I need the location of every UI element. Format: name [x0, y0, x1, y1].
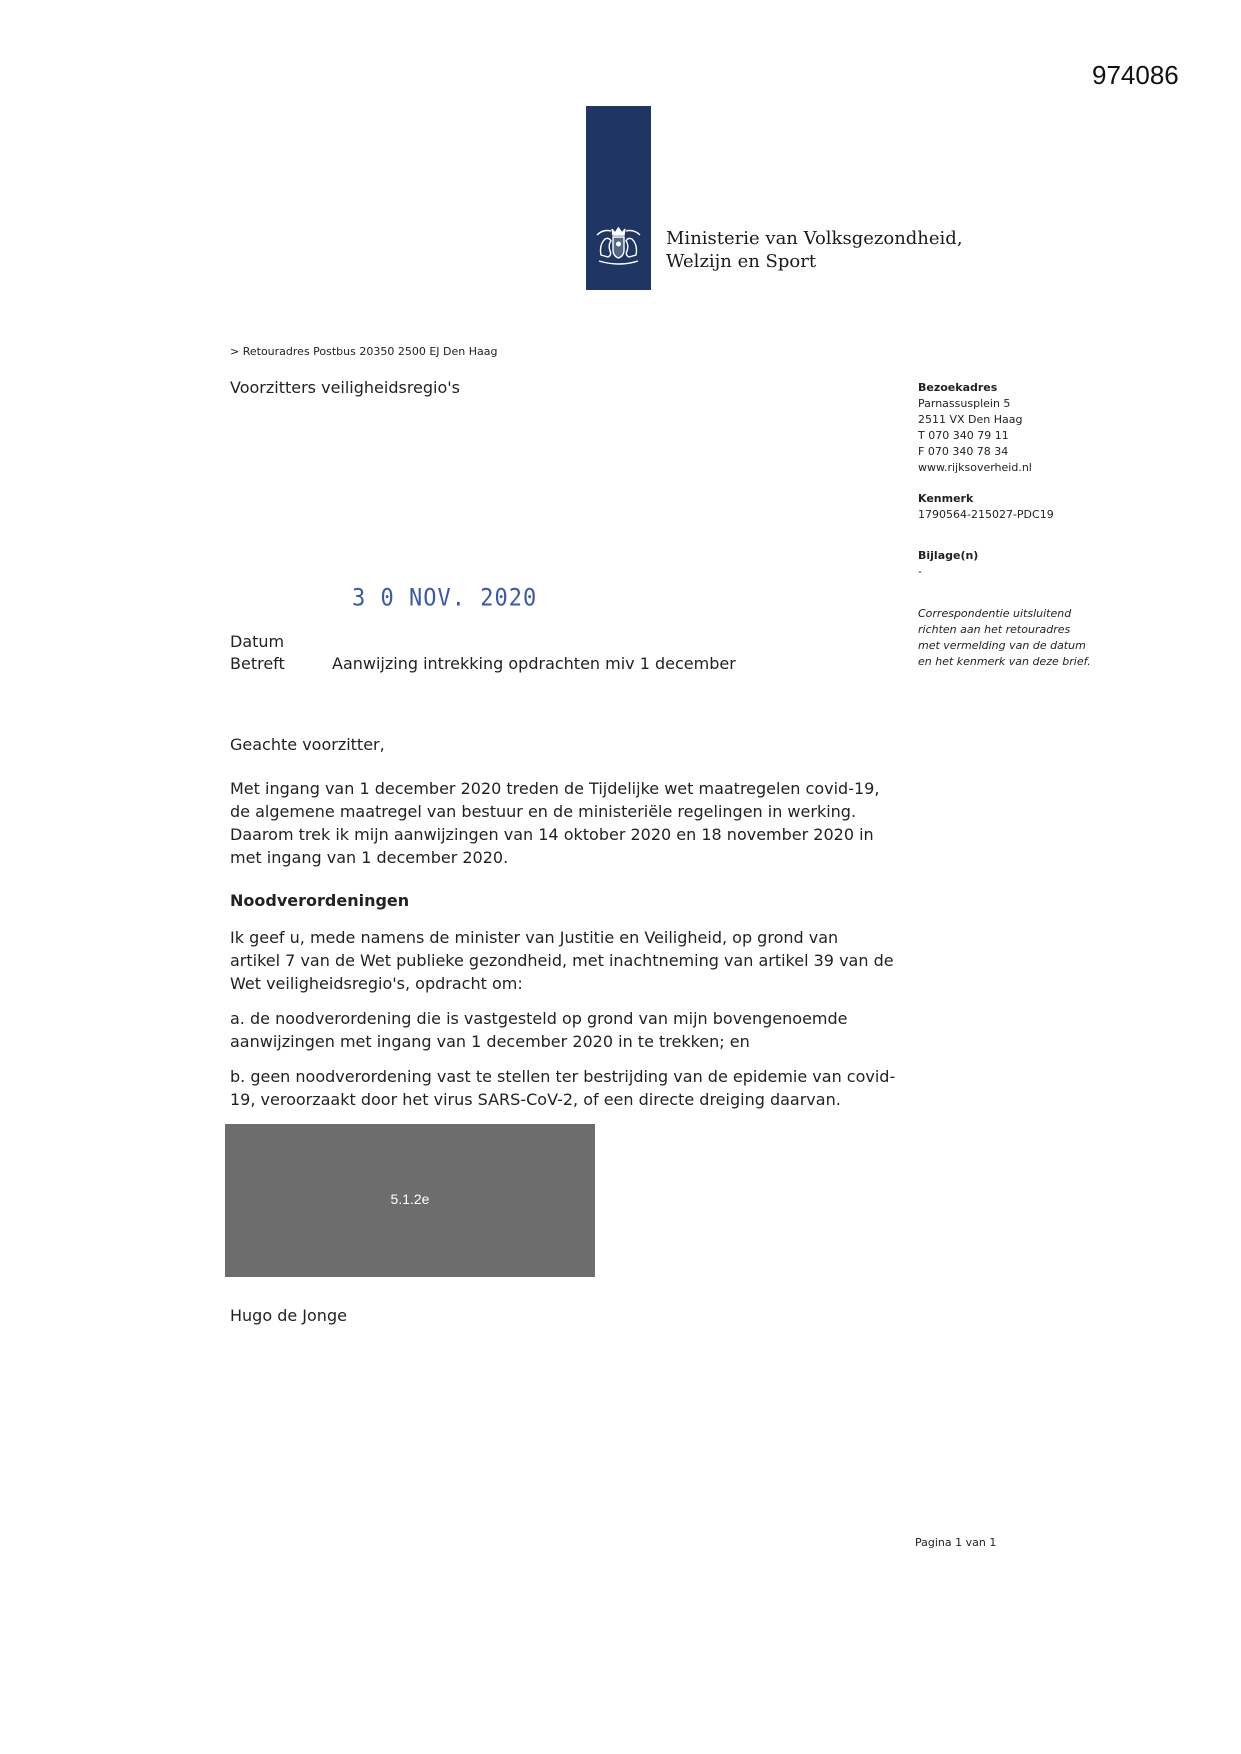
paragraph-line: Daarom trek ik mijn aanwijzingen van 14 oktober 2020 en 18 november 2020 in — [230, 825, 874, 844]
visit-address-line: Parnassusplein 5 — [918, 397, 1011, 410]
reference-block — [918, 491, 1054, 523]
ministry-logo-bar — [586, 106, 651, 290]
ministry-name-line1: Ministerie van Volksgezondheid, — [666, 228, 963, 249]
subject-value: Aanwijzing intrekking opdrachten miv 1 december — [332, 654, 736, 673]
paragraph-line: met ingang van 1 december 2020. — [230, 848, 509, 867]
list-item-b — [230, 1065, 910, 1111]
date-label: Datum — [230, 632, 285, 651]
reference-value: 1790564-215027-PDC19 — [918, 508, 1054, 521]
attachment-heading: Bijlage(n) — [918, 549, 979, 562]
paragraph-line: de algemene maatregel van bestuur en de ministeriële regelingen in werking. — [230, 802, 857, 821]
correspondence-note: Correspondentie uitsluitend richten aan het retouradres met vermelding van de datum en het kenmerk van deze brief. — [918, 607, 1091, 668]
list-item-a — [230, 1007, 910, 1053]
ministry-name — [666, 227, 963, 273]
visit-address-block — [918, 380, 1032, 476]
instruction-paragraph — [230, 926, 910, 995]
subject-label: Betreft — [230, 654, 285, 673]
website-link[interactable]: www.rijksoverheid.nl — [918, 461, 1032, 474]
salutation: Geachte voorzitter, — [230, 735, 385, 754]
addressee: Voorzitters veiligheidsregio's — [230, 378, 461, 397]
return-address: > Retouradres Postbus 20350 2500 EJ Den Haag — [230, 345, 498, 358]
ministry-name-line2: Welzijn en Sport — [666, 251, 817, 272]
paragraph-line: artikel 7 van de Wet publieke gezondheid, met inachtneming van artikel 39 van de — [230, 951, 894, 970]
section-heading: Noodverordeningen — [230, 891, 410, 910]
fax-number: F 070 340 78 34 — [918, 445, 1009, 458]
coat-of-arms-icon — [593, 221, 644, 267]
reference-heading: Kenmerk — [918, 492, 974, 505]
visit-address-heading: Bezoekadres — [918, 381, 998, 394]
document-number: 974086 — [1092, 60, 1179, 90]
paragraph-line: Wet veiligheidsregio's, opdracht om: — [230, 974, 523, 993]
redaction-code: 5.1.2e — [390, 1191, 430, 1207]
paragraph-line: a. de noodverordening die is vastgesteld op grond van mijn bovengenoemde — [230, 1009, 848, 1028]
attachment-value: - — [918, 565, 922, 578]
visit-address-line: 2511 VX Den Haag — [918, 413, 1023, 426]
paragraph-line: Ik geef u, mede namens de minister van Justitie en Veiligheid, op grond van — [230, 928, 839, 947]
paragraph-line: 19, veroorzaakt door het virus SARS-CoV-2, of een directe dreiging daarvan. — [230, 1090, 841, 1109]
date-stamp: 3 0 NOV. 2020 — [352, 584, 538, 613]
page-number: Pagina 1 van 1 — [915, 1536, 997, 1549]
intro-paragraph — [230, 777, 910, 869]
phone-number: T 070 340 79 11 — [918, 429, 1009, 442]
attachment-block — [918, 548, 978, 580]
paragraph-line: Met ingang van 1 december 2020 treden de Tijdelijke wet maatregelen covid-19, — [230, 779, 880, 798]
paragraph-line: b. geen noodverordening vast te stellen ter bestrijding van de epidemie van covid- — [230, 1067, 896, 1086]
signer-name: Hugo de Jonge — [230, 1306, 347, 1325]
redacted-signature-block — [225, 1124, 595, 1277]
paragraph-line: aanwijzingen met ingang van 1 december 2020 in te trekken; en — [230, 1032, 750, 1051]
